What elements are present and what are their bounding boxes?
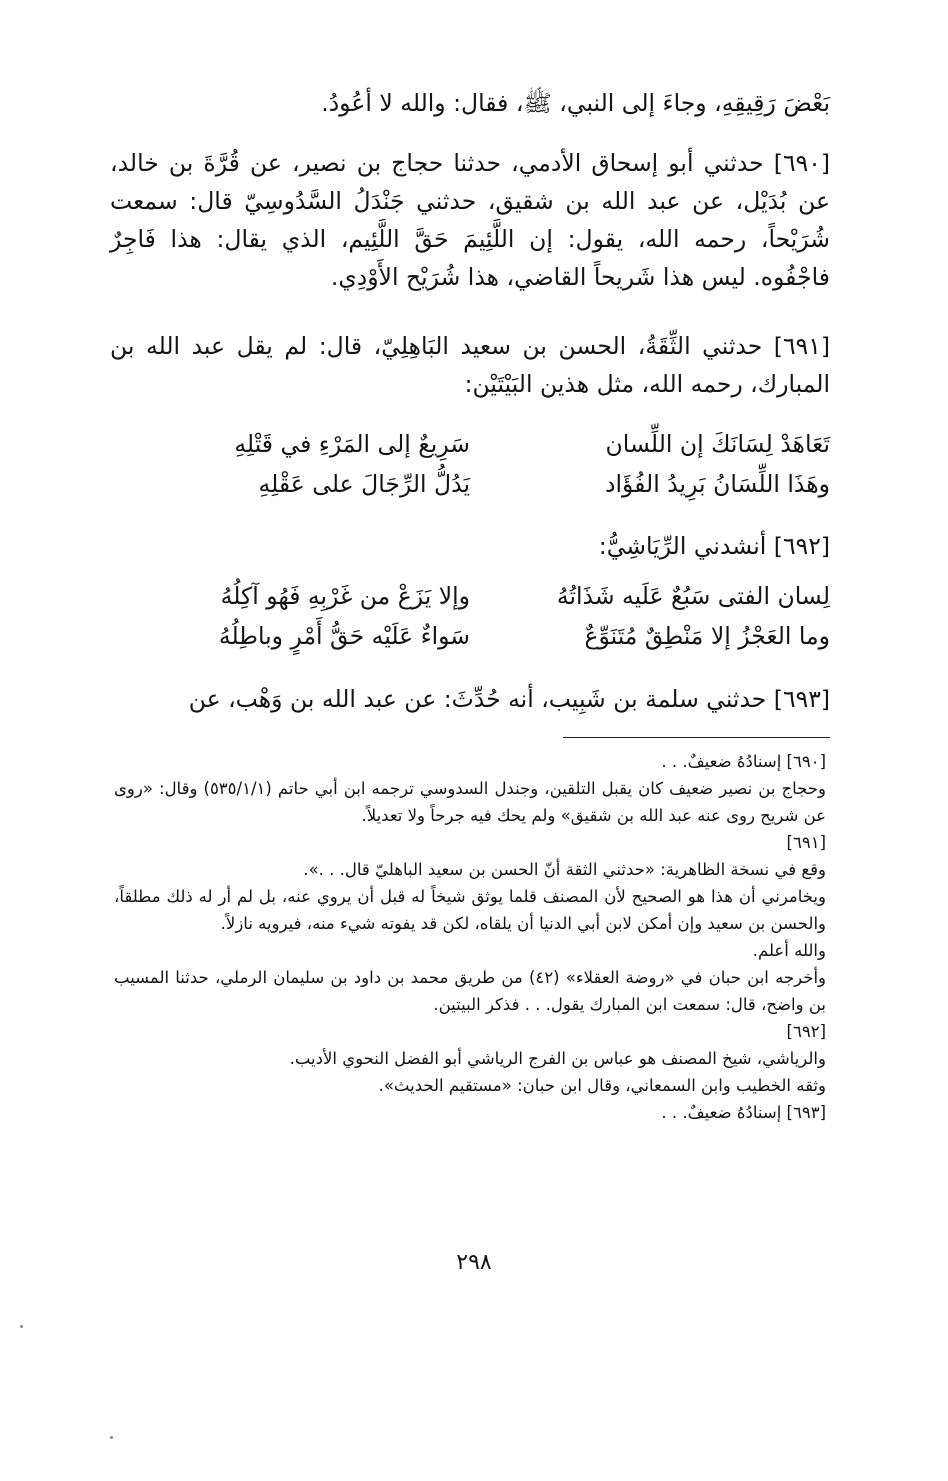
- verse-line: [120, 576, 830, 616]
- verse-hemistich-first: وهَذَا اللِّسَانُ بَرِيدُ الفُؤَاد: [605, 470, 830, 498]
- hadith-692-intro: [٦٩٢] أنشدني الرِّيَاشِيُّ:: [598, 532, 830, 560]
- verse-hemistich-first: لِسان الفتى سَبُعٌ عَلَيه شَذَاتُهُ: [556, 582, 830, 610]
- hadith-693: [٦٩٣] حدثني سلمة بن شَبِيب، أنه حُدِّثَ: عن عبد الله بن وَهْب، عن: [188, 685, 830, 713]
- footnote-line: [٦٩٣] إسنادُهُ ضعيفٌ. . .: [661, 1103, 826, 1122]
- page-number: ٢٩٨: [456, 1250, 492, 1275]
- scan-speck: [20, 1325, 23, 1328]
- verse-hemistich-second: سَواءٌ عَلَيْه حَقُّ أَمْرٍ وباطِلُهُ: [218, 622, 470, 650]
- verse-line: [120, 424, 830, 464]
- footnote-line: والله أعلم.: [752, 941, 826, 960]
- footnote-line: [٦٩٠] إسنادُهُ ضعيفٌ. . .: [661, 752, 826, 771]
- scan-speck: [110, 1436, 113, 1439]
- verse-hemistich-first: تَعَاهَدْ لِسَانَكَ إن اللِّسان: [605, 430, 830, 458]
- verse-hemistich-second: يَدُلُّ الرِّجَالَ على عَقْلِهِ: [258, 470, 470, 498]
- footnote-divider: [563, 737, 830, 738]
- verse-hemistich-second: سَرِيعٌ إلى المَرْءِ في قَتْلِهِ: [234, 430, 470, 458]
- footnotes: [114, 748, 826, 1126]
- continued-text-line: بَعْضَ رَقِيقِهِ، وجاءَ إلى النبي، ﷺ، فقال: والله لا أعُودُ.: [321, 89, 830, 117]
- footnote-line: [٦٩٢]: [786, 1022, 826, 1041]
- verse-691: [120, 424, 830, 504]
- footnote-line: وأخرجه ابن حبان في «روضة العقلاء» (٤٢) من طريق محمد بن داود بن سليمان الرملي، حدثنا المسيب بن واضح، قال: سمعت ابن المبارك يقول. . . فذكر البيتين.: [114, 968, 827, 1014]
- footnote-line: ويخامرني أن هذا هو الصحيح لأن المصنف قلما يوثق شيخاً له قبل أن يروي عنه، بل لم أر له ذلك مطلقاً، والحسن بن سعيد وإن أمكن لابن أبي الدنيا أن يلقاه، لكن قد يفوته شيء منه، فيرويه نازلاً.: [114, 887, 826, 933]
- verse-line: [120, 616, 830, 656]
- hadith-690: [٦٩٠] حدثني أبو إسحاق الأدمي، حدثنا حجاج بن نصير، عن قُرَّةَ بن خالد، عن بُدَيْل، عن عبد الله بن شقيق، حدثني جَنْدَلُ السَّدُوسِيّ قال: سمعت شُرَيْحاً، رحمه الله، يقول: إن اللَّئِيمَ حَقَّ اللَّئِيم، الذي يقال: هذا فَاجِرٌ فاجْفُوه. ليس هذا شَريحاً القاضي، هذا شُرَيْح الأَوْدِي.: [110, 149, 830, 291]
- verse-692: [120, 576, 830, 656]
- footnote-line: وقع في نسخة الظاهرية: «حدثني الثقة أنّ الحسن بن سعيد الباهليّ قال. . .».: [303, 860, 826, 879]
- verse-hemistich-first: وما العَجْزُ إلا مَنْطِقٌ مُتَنَوِّعٌ: [584, 622, 830, 650]
- verse-hemistich-second: وإلا يَزَعْ من غَرْبِهِ فَهُو آكِلُهُ: [220, 582, 470, 610]
- verse-line: [120, 464, 830, 504]
- footnote-line: وثقه الخطيب وابن السمعاني، وقال ابن حبان: «مستقيم الحديث».: [378, 1076, 826, 1095]
- footnote-line: وحجاج بن نصير ضعيف كان يقبل التلقين، وجندل السدوسي ترجمه ابن أبي حاتم (٥٣٥/١/١) وقال: «روى عن شريح روى عنه عبد الله بن شقيق» ولم يحك فيه جرحاً ولا تعديلاً.: [114, 779, 826, 825]
- footnote-line: [٦٩١]: [786, 833, 826, 852]
- footnote-line: والرياشي، شيخ المصنف هو عباس بن الفرج الرياشي أبو الفضل النحوي الأديب.: [289, 1049, 826, 1068]
- hadith-691: [٦٩١] حدثني الثِّقَةُ، الحسن بن سعيد البَاهِلِيّ، قال: لم يقل عبد الله بن المبارك، رحمه الله، مثل هذين البَيْتَيْن:: [110, 332, 830, 398]
